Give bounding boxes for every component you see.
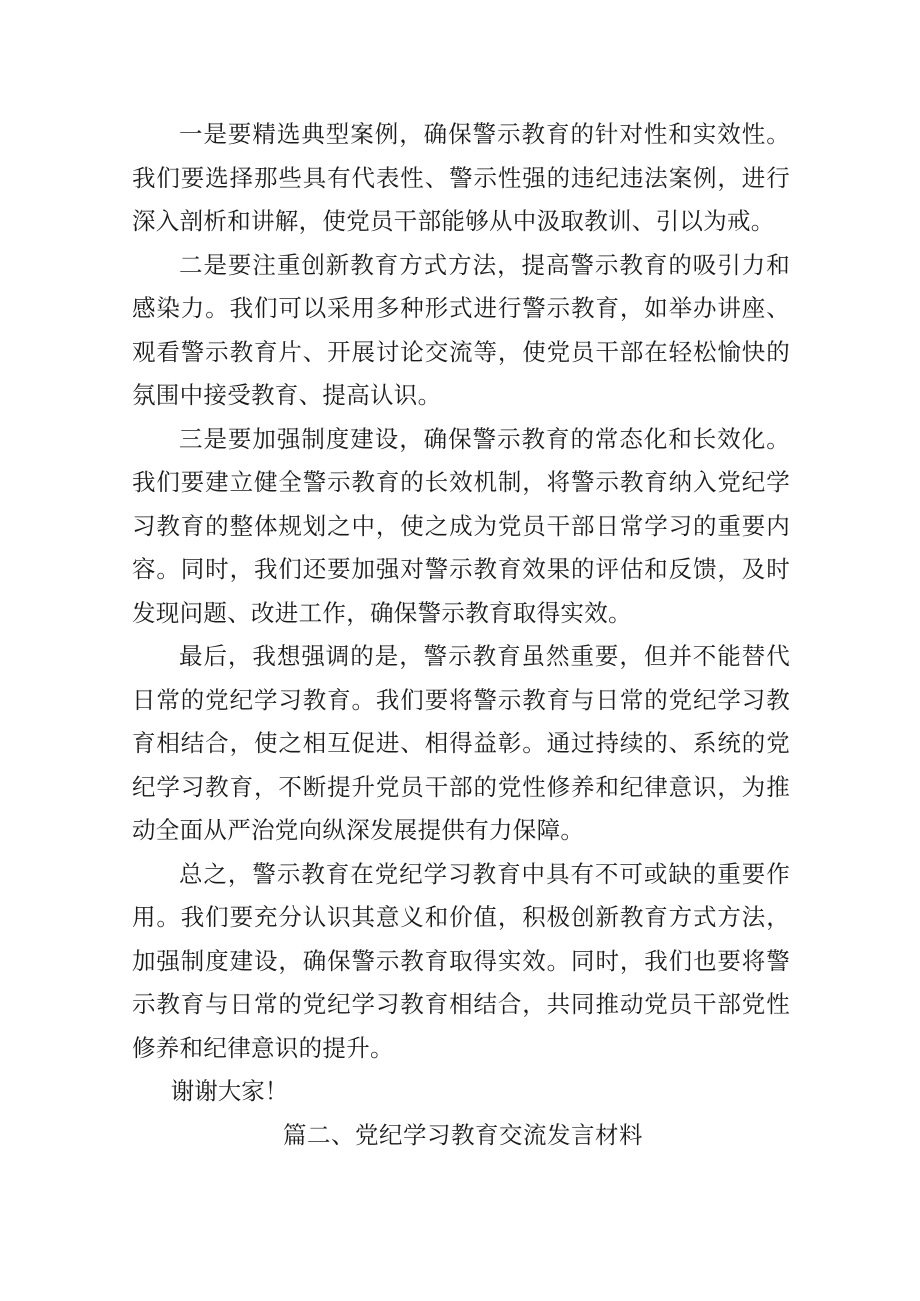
paragraph-system-building: 三是要加强制度建设，确保警示教育的常态化和长效化。我们要建立健全警示教育的长效机制，将警示教育纳入党纪学习教育的整体规划之中，使之成为党员干部日常学习的重要内容。同时，我们还要加强对警示教育效果的评估和反馈，及时发现问题、改进工作，确保警示教育取得实效。	[132, 424, 790, 627]
closing-thanks: 谢谢大家！	[170, 1077, 289, 1105]
paragraph-innovation: 二是要注重创新教育方式方法，提高警示教育的吸引力和感染力。我们可以采用多种形式进行警示教育，如举办讲座、观看警示教育片、开展讨论交流等，使党员干部在轻松愉快的氛围中接受教育、提高认识。	[132, 250, 790, 409]
paragraph-summary: 总之，警示教育在党纪学习教育中具有不可或缺的重要作用。我们要充分认识其意义和价值，积极创新教育方式方法，加强制度建设，确保警示教育取得实效。同时，我们也要将警示教育与日常的党纪学习教育相结合，共同推动党员干部党性修养和纪律意识的提升。	[132, 859, 790, 1062]
paragraph-case-selection: 一是要精选典型案例，确保警示教育的针对性和实效性。我们要选择那些具有代表性、警示性强的违纪违法案例，进行深入剖析和讲解，使党员干部能够从中汲取教训、引以为戒。	[132, 120, 790, 235]
paragraph-emphasis: 最后，我想强调的是，警示教育虽然重要，但并不能替代日常的党纪学习教育。我们要将警示教育与日常的党纪学习教育相结合，使之相互促进、相得益彰。通过持续的、系统的党纪学习教育，不断提升党员干部的党性修养和纪律意识，为推动全面从严治党向纵深发展提供有力保障。	[132, 642, 790, 844]
section-heading: 篇二、党纪学习教育交流发言材料	[283, 1120, 643, 1149]
